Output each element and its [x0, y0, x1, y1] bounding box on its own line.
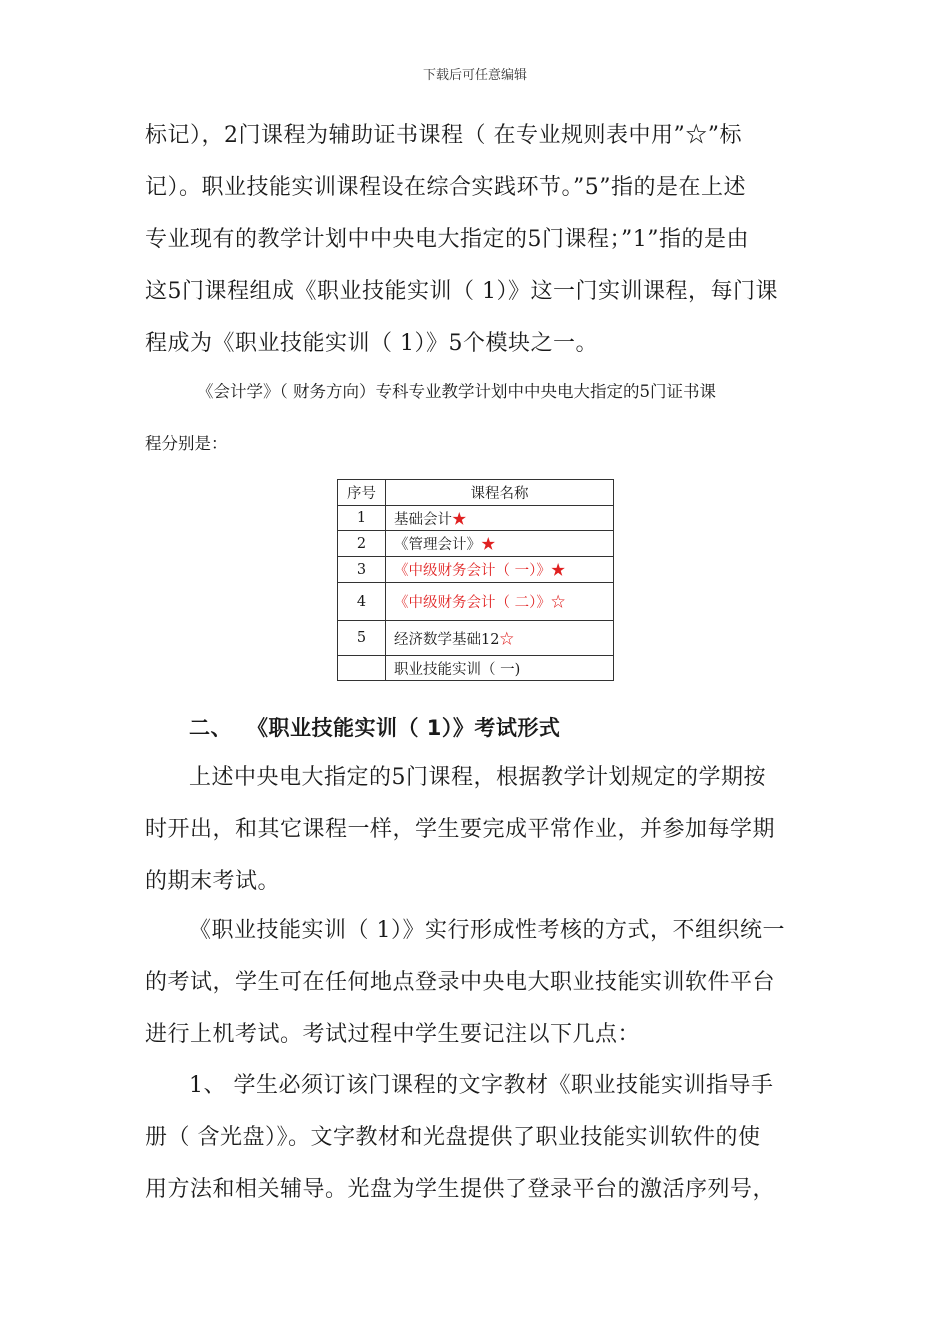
course-name-cell: [386, 531, 614, 557]
text-line: 记）。职业技能实训课程设在综合实践环节。”5”指的是在上述: [145, 175, 746, 200]
table-row: [338, 583, 614, 621]
section-number: 二、: [189, 716, 232, 740]
course-name: 《中级财务会计（ 一）》: [394, 563, 551, 579]
course-name-cell: [386, 583, 614, 621]
paragraph-3: [145, 1060, 810, 1216]
table-row: [338, 557, 614, 583]
text-line: 时开出，和其它课程一样，学生要完成平常作业，并参加每学期: [145, 817, 776, 842]
row-number: 3: [338, 557, 386, 583]
outline-star-icon: ☆: [499, 631, 514, 648]
row-number: [338, 656, 386, 681]
table-row: [338, 656, 614, 681]
text-line: 册（ 含光盘）》。文字教材和光盘提供了职业技能实训软件的使: [145, 1125, 761, 1150]
course-name-cell: [386, 506, 614, 531]
row-number: 2: [338, 531, 386, 557]
row-number: 5: [338, 621, 386, 656]
text-line: 《会计学》（ 财务方向）专科专业教学计划中中央电大指定的5门证书课: [197, 382, 716, 401]
row-number: 4: [338, 583, 386, 621]
text-line: 标记），2门课程为辅助证书课程（ 在专业规则表中用”☆”标: [145, 123, 742, 148]
table-row: [338, 621, 614, 656]
course-name-cell: [386, 621, 614, 656]
course-name: 《管理会计》: [394, 537, 481, 553]
section-heading: [189, 708, 560, 748]
page-header: 下载后可任意编辑: [422, 68, 527, 83]
text-line: 程分别是：: [145, 434, 228, 453]
table-intro-paragraph: [145, 366, 810, 470]
column-header-number: 序号: [338, 480, 386, 506]
outline-star-icon: ☆: [550, 595, 566, 611]
course-name: 基础会计: [394, 511, 452, 528]
intro-paragraph: [145, 110, 810, 370]
row-number: 1: [338, 506, 386, 531]
course-name: 经济数学基础12: [394, 631, 500, 648]
course-name: 《中级财务会计（ 二）》: [394, 595, 551, 611]
course-name-cell: [386, 656, 614, 681]
text-line: 1、 学生必须订该门课程的文字教材《职业技能实训指导手: [189, 1073, 774, 1098]
table-header-row: [338, 480, 614, 506]
table-row: [338, 531, 614, 557]
solid-star-icon: ★: [550, 563, 566, 579]
text-line: 专业现有的教学计划中中央电大指定的5门课程；”1”指的是由: [145, 227, 749, 252]
course-name: 职业技能实训（ 一): [394, 661, 521, 678]
text-line: 用方法和相关辅导。光盘为学生提供了登录平台的激活序列号，: [145, 1177, 776, 1202]
paragraph-2: [145, 905, 810, 1061]
text-line: 上述中央电大指定的5门课程，根据教学计划规定的学期按: [189, 765, 766, 790]
text-line: 程成为《职业技能实训（ 1）》5个模块之一。: [145, 331, 598, 356]
solid-star-icon: ★: [481, 537, 496, 553]
text-line: 这5门课程组成《职业技能实训（ 1）》这一门实训课程，每门课: [145, 279, 778, 304]
text-line: 的考试，学生可在任何地点登录中央电大职业技能实训软件平台: [145, 970, 776, 995]
solid-star-icon: ★: [452, 511, 467, 528]
course-table: [337, 479, 614, 681]
table-row: [338, 506, 614, 531]
text-line: 进行上机考试。考试过程中学生要记注以下几点：: [145, 1022, 641, 1047]
text-line: 《职业技能实训（ 1）》实行形成性考核的方式，不组织统一: [189, 918, 785, 943]
section-title: 《职业技能实训（ 1）》考试形式: [247, 716, 561, 740]
text-line: 的期末考试。: [145, 869, 281, 894]
paragraph-1: [145, 752, 810, 908]
column-header-course: 课程名称: [386, 480, 614, 506]
course-name-cell: [386, 557, 614, 583]
